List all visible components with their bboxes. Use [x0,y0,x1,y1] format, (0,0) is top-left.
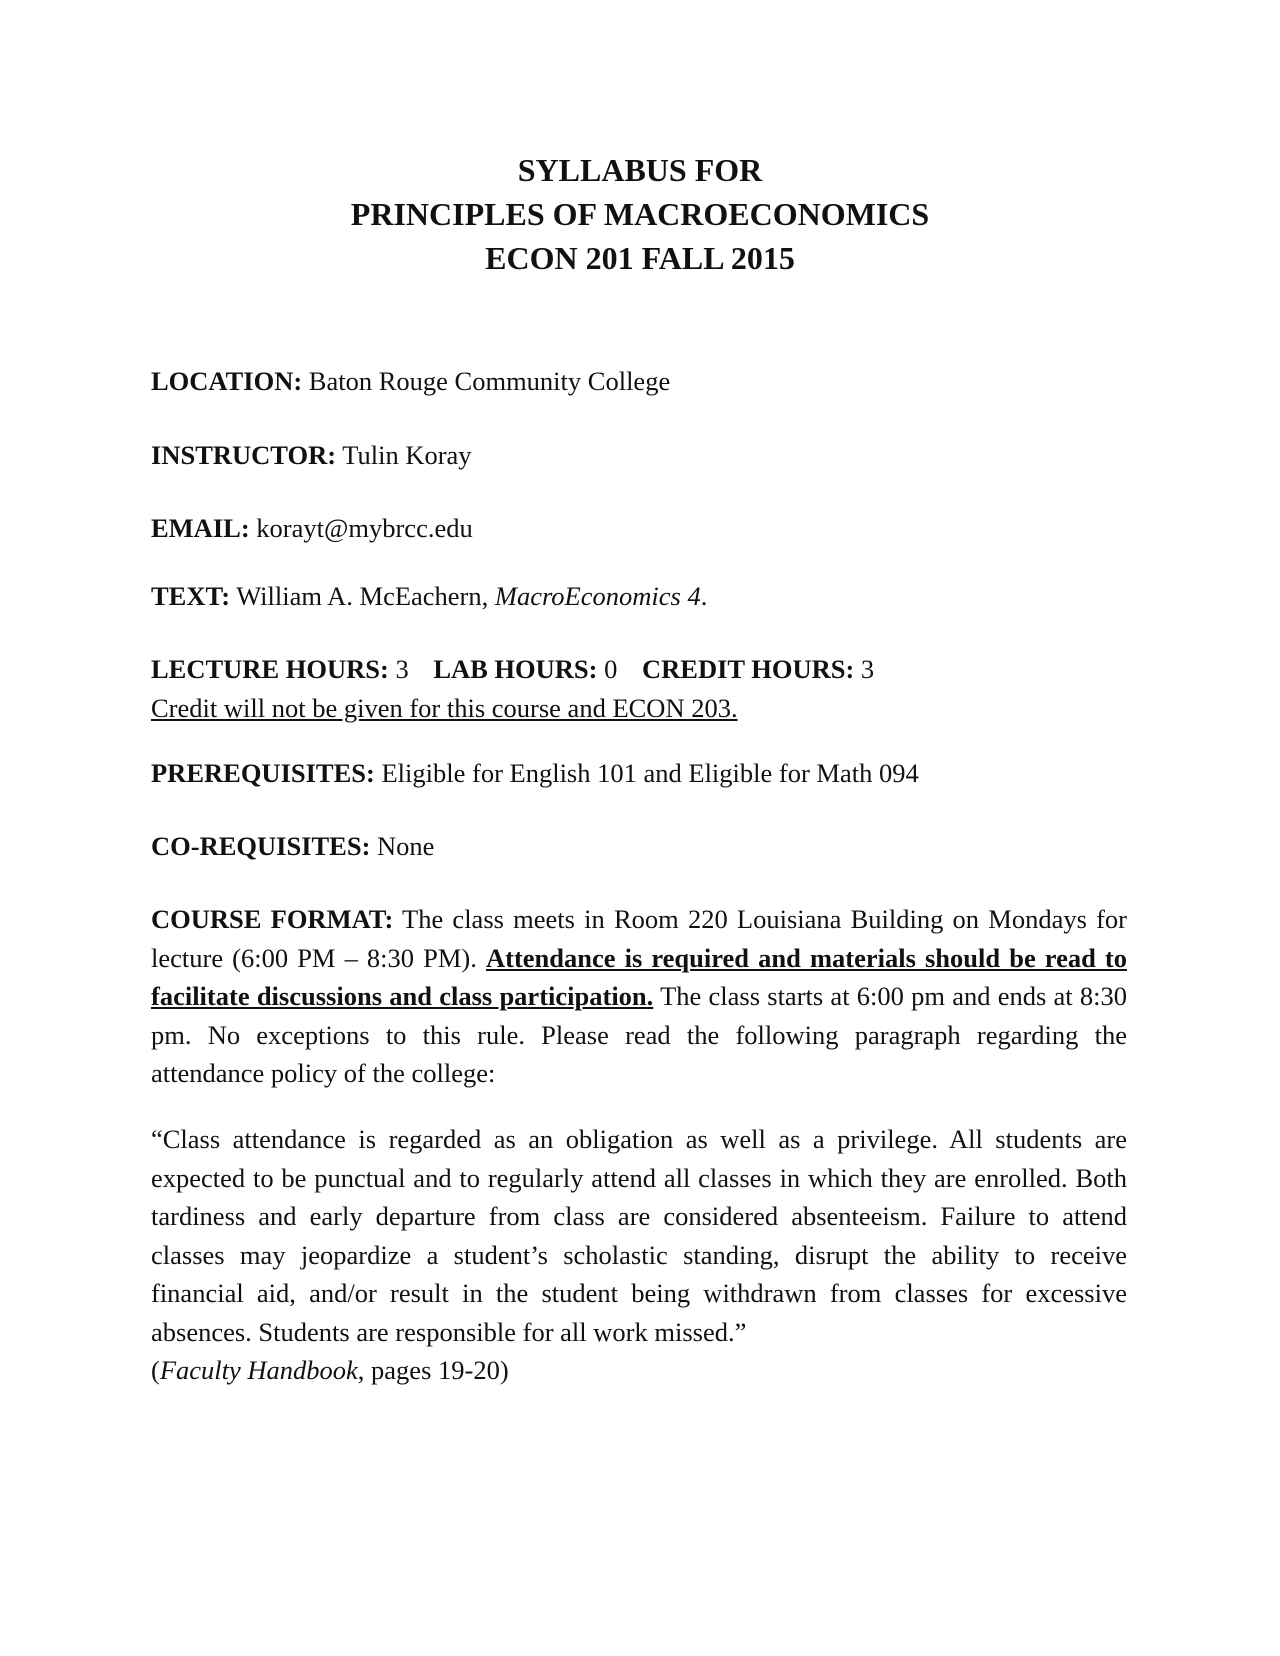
attendance-quote-block [151,1120,1127,1390]
prerequisites-label: PREREQUISITES: [151,758,375,788]
corequisites-value: None [377,831,435,861]
lecture-hours-label: LECTURE HOURS: [151,654,389,684]
title-line-1: SYLLABUS FOR [517,152,763,188]
credit-hours-value: 3 [860,654,875,684]
location-value: Baton Rouge Community College [308,366,671,396]
corequisites-row [151,827,1127,866]
attendance-quote: “Class attendance is regarded as an obligation as well as a privilege. All students are expected to be punctual and to regularly attend all classes in which they are enrolled. Both tardiness and early departure from class are considered absenteeism. Failure to attend classes may jeopardize a student’s scholastic standing, disrupt the ability to receive financial aid, and/or result in the student being withdrawn from classes for excessive absences. Students are responsible for all work missed.” [151,1124,1127,1347]
course-format-paragraph [151,900,1127,1093]
email-row [151,509,1127,548]
course-format-text-1: The class meets in Room 220 Louisiana Building on Mondays for lecture (6:00 PM – 8:30 PM). [151,904,1127,973]
citation-source: Faculty Handbook [159,1355,358,1385]
quote-citation [151,1351,1127,1390]
title-line-3: ECON 201 FALL 2015 [485,240,795,276]
lab-hours-label: LAB HOURS: [433,654,598,684]
text-row [151,577,1127,616]
instructor-label: INSTRUCTOR: [151,440,337,470]
citation-pages: , pages 19-20) [357,1355,509,1385]
course-format-text-2: The class starts at 6:00 pm and ends at 8:30 pm. No exceptions to this rule. Please read the following paragraph regarding the attendance policy of the college: [151,981,1127,1088]
text-end: . [700,581,708,611]
citation-open: ( [151,1355,160,1385]
prerequisites-value: Eligible for English 101 and Eligible for Math 094 [381,758,919,788]
course-format-label: COURSE FORMAT: [151,904,394,934]
location-label: LOCATION: [151,366,303,396]
text-label: TEXT: [151,581,231,611]
hours-row [151,650,1127,689]
prerequisites-row [151,754,1127,793]
email-label: EMAIL: [151,513,250,543]
lab-hours-value: 0 [604,654,618,684]
location-row [151,362,1127,401]
instructor-value: Tulin Koray [342,440,472,470]
instructor-row [151,436,1127,475]
credit-hours-label: CREDIT HOURS: [642,654,855,684]
text-book-title: MacroEconomics 4 [494,581,701,611]
title-line-2: PRINCIPLES OF MACROECONOMICS [350,196,930,232]
attendance-emphasis: Attendance is required and materials should be read to facilitate discussions and class participation. [151,942,1128,1011]
document-title [0,148,1280,280]
corequisites-label: CO-REQUISITES: [151,831,371,861]
email-value: korayt@mybrcc.edu [256,513,473,543]
text-author: William A. McEachern, [236,581,489,611]
lecture-hours-value: 3 [395,654,409,684]
credit-note: Credit will not be given for this course and ECON 203. [151,692,738,723]
hours-block [151,650,1127,727]
